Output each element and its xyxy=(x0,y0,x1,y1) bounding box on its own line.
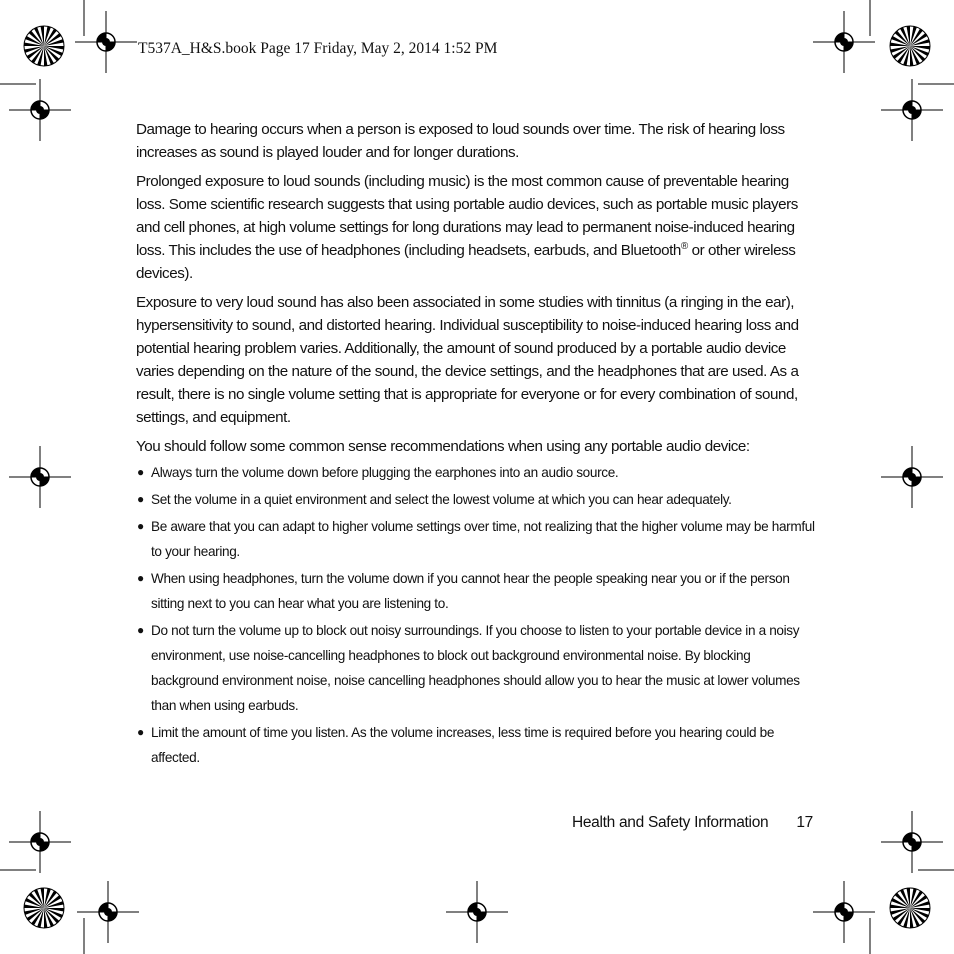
bullet-icon: ● xyxy=(137,519,144,533)
list-item xyxy=(136,487,816,512)
registered-mark: ® xyxy=(680,240,688,252)
registration-mark-bottom-right xyxy=(813,881,875,943)
page-footer xyxy=(572,814,813,832)
starburst-mark-bottom-left xyxy=(24,888,64,928)
list-item xyxy=(136,566,816,616)
paragraph-tinnitus: Exposure to very loud sound has also been associated in some studies with tinnitus (a ringing in the ear), hypersensitivity to sound, and distorted hearing. Individual susceptibility to noise-induced hearing loss and potential hearing problem varies. Additionally, the amount of sound produced by a portable audio device varies depending on the nature of the sound, the device settings, and the headphones that are used. As a result, there is no single volume setting that is appropriate for everyone or for every combination of sound, settings, and equipment. xyxy=(136,294,799,426)
bullet-icon: ● xyxy=(137,623,144,637)
registration-mark-right-bottom xyxy=(881,811,943,873)
paragraph-hearing-damage: Damage to hearing occurs when a person is exposed to loud sounds over time. The risk of hearing loss increases as sound is played louder and for longer durations. xyxy=(136,121,785,161)
list-item xyxy=(136,720,816,770)
registration-mark-left-bottom xyxy=(9,811,71,873)
footer-section-title: Health and Safety Information xyxy=(571,814,769,831)
starburst-mark-top-right xyxy=(890,26,930,66)
list-item-text: Always turn the volume down before plugging the earphones into an audio source. xyxy=(151,465,619,480)
list-item xyxy=(136,460,816,485)
bullet-icon: ● xyxy=(137,571,144,585)
list-item xyxy=(136,618,816,718)
list-item-text: Limit the amount of time you listen. As the volume increases, less time is required before you hearing could be affected. xyxy=(151,725,775,765)
paragraph-prolonged-exposure xyxy=(136,170,816,285)
list-item-text: Set the volume in a quiet environment and select the lowest volume at which you can hear adequately. xyxy=(151,492,732,507)
registration-mark-left-top xyxy=(9,79,71,141)
registration-mark-right-middle xyxy=(881,446,943,508)
registration-mark-left-middle xyxy=(9,446,71,508)
paragraph-prolonged-exposure-tail: or other wireless devices). xyxy=(136,242,796,282)
list-item-text: Be aware that you can adapt to higher volume settings over time, not realizing that the higher volume may be harmful to your hearing. xyxy=(151,519,815,559)
registration-mark-bottom-left xyxy=(77,881,139,943)
registration-mark-top-right-h xyxy=(813,11,875,73)
starburst-mark-bottom-right xyxy=(890,888,930,928)
paragraph-recommendations-intro: You should follow some common sense recommendations when using any portable audio device: xyxy=(136,438,750,455)
page-number: 17 xyxy=(796,814,813,831)
paragraph-prolonged-exposure-text: Prolonged exposure to loud sounds (including music) is the most common cause of preventable hearing loss. Some scientific research suggests that using portable audio devices, such as portable music players and cell phones, at high volume settings for long durations may lead to permanent noise-induced hearing loss. This includes the use of headphones (including headsets, earbuds, and Bluetooth xyxy=(136,173,798,259)
registration-mark-bottom-center xyxy=(446,881,508,943)
bullet-icon: ● xyxy=(137,465,144,479)
print-slug: T537A_H&S.book Page 17 Friday, May 2, 2014 1:52 PM xyxy=(138,40,498,57)
bullet-icon: ● xyxy=(137,725,144,739)
starburst-mark-top-left xyxy=(24,26,64,66)
list-item xyxy=(136,514,816,564)
bullet-icon: ● xyxy=(137,492,144,506)
list-item-text: When using headphones, turn the volume down if you cannot hear the people speaking near you or if the person sitting next to you can hear what you are listening to. xyxy=(151,571,790,611)
recommendations-list xyxy=(136,460,816,770)
list-item-text: Do not turn the volume up to block out noisy surroundings. If you choose to listen to your portable device in a noisy environment, use noise-cancelling headphones to block out background environmental noise. By blocking background environment noise, noise cancelling headphones should allow you to hear the music at lower volumes than when using earbuds. xyxy=(151,623,800,713)
registration-mark-right-top xyxy=(881,79,943,141)
page-content xyxy=(136,118,816,772)
